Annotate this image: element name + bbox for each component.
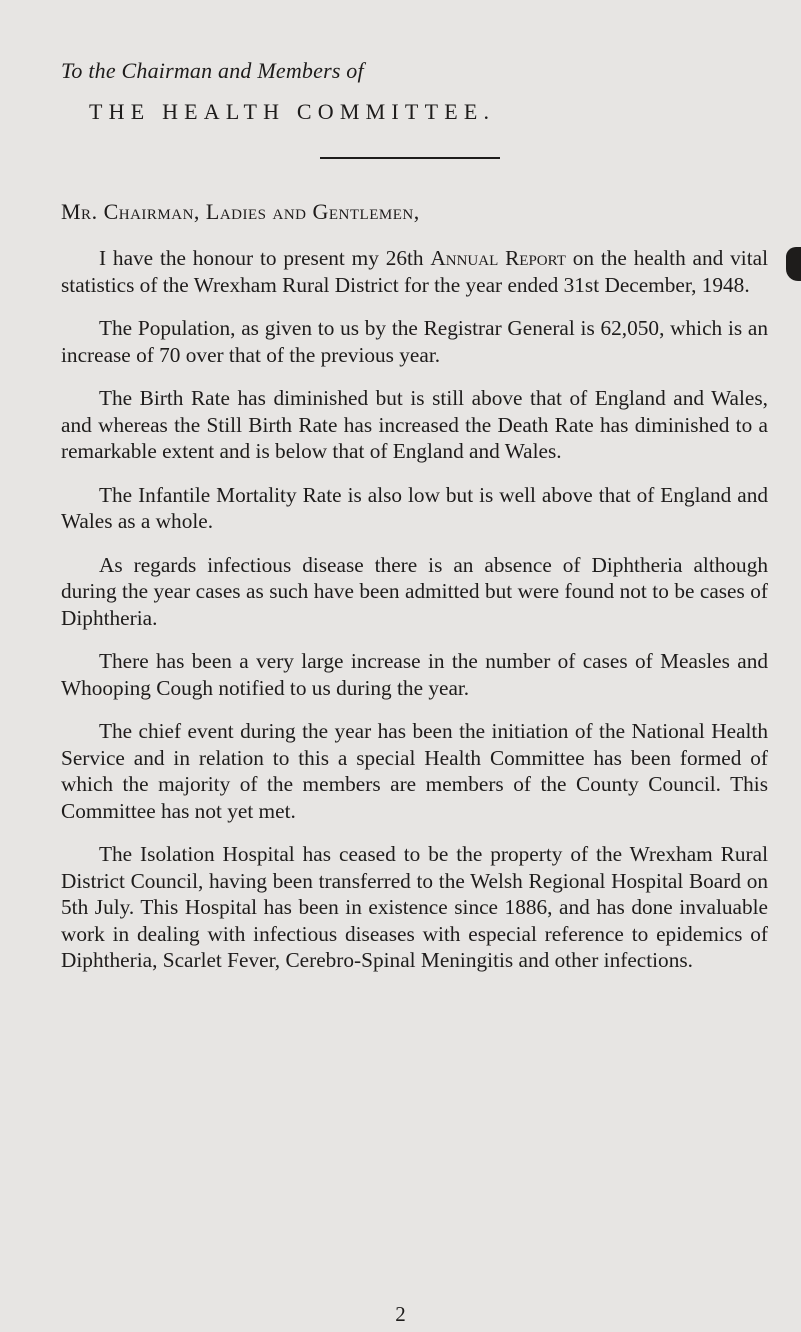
annual-report-label: Annual Report: [430, 246, 566, 270]
addressee-line: To the Chairman and Members of: [61, 58, 364, 83]
paragraph-birth-rate: The Birth Rate has diminished but is still above that of England and Wales, and whereas the Still Birth Rate has increased the Death Rate has diminished to a remarkable extent and is below that of England and Wales.: [61, 386, 768, 463]
paragraph-annual-report: [61, 245, 768, 298]
report-body: [61, 245, 768, 991]
paragraph-measles: There has been a very large increase in the number of cases of Measles and Whooping Cough notified to us during the year.: [61, 649, 768, 700]
salutation: Mr. Chairman, Ladies and Gentlemen,: [61, 199, 420, 224]
page-number: 2: [395, 1302, 406, 1326]
paragraph-infant-mortality: The Infantile Mortality Rate is also low but is well above that of England and Wales as a whole.: [61, 482, 768, 533]
title-rule: [320, 157, 500, 159]
committee-title: THE HEALTH COMMITTEE.: [89, 99, 496, 124]
p1-text-after: on the health and vital statistics of the Wrexham Rural District for the year ended 31st December, 1948.: [61, 246, 768, 297]
paragraph-population: The Population, as given to us by the Registrar General is 62,050, which is an increase of 70 over that of the previous year.: [61, 316, 768, 367]
paragraph-isolation-hospital: The Isolation Hospital has ceased to be the property of the Wrexham Rural District Council, having been transferred to the Welsh Regional Hospital Board on 5th July. This Hospital has been in existence since 1886, and has done invaluable work in dealing with infectious diseases with especial reference to epidemics of Diphtheria, Scarlet Fever, Cerebro-Spinal Meningitis and other infections.: [61, 842, 768, 972]
binding-edge-mark: [786, 247, 801, 281]
paragraph-national-health-service: The chief event during the year has been the initiation of the National Health Service and in relation to this a special Health Committee has been formed of which the majority of the members are members of the County Council. This Committee has not yet met.: [61, 719, 768, 823]
p1-text-before: I have the honour to present my 26th: [99, 246, 431, 270]
paragraph-infectious-disease: As regards infectious disease there is an absence of Diphtheria although during the year cases as such have been admitted but were found not to be cases of Diphtheria.: [61, 552, 768, 630]
